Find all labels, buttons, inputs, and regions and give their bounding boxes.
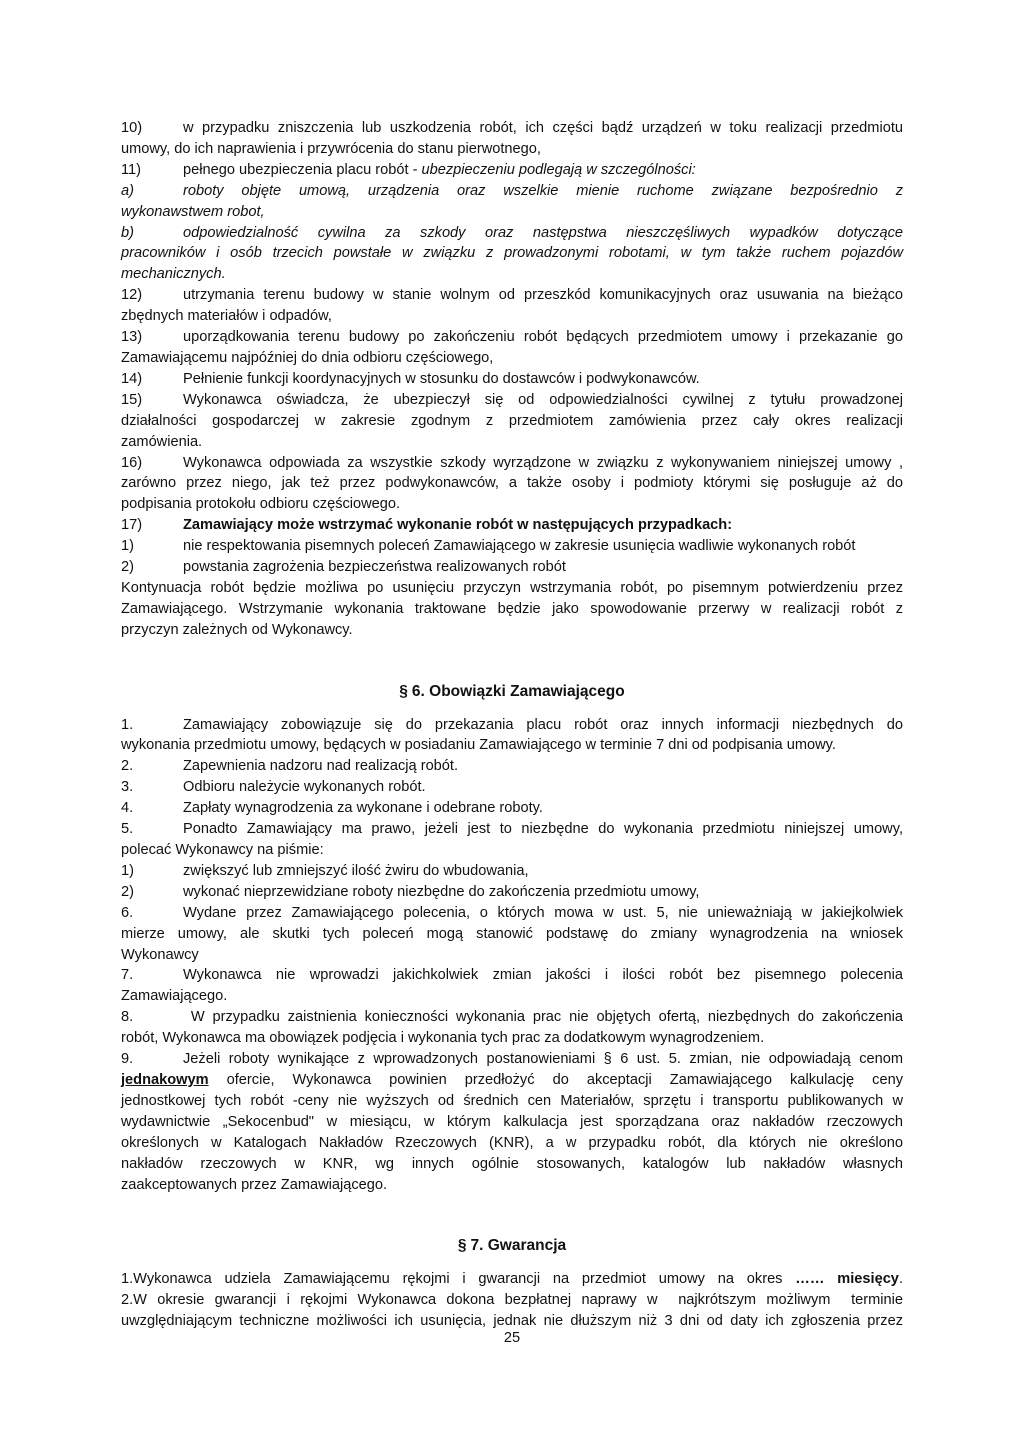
item-text: Ponadto Zamawiający ma prawo, jeżeli jest to niezbędne do wykonania przedmiotu niniejszej umowy, <box>183 821 903 838</box>
list-item <box>121 777 903 798</box>
item-number: 1) <box>121 862 134 879</box>
list-item <box>121 285 903 327</box>
spacer <box>121 1257 903 1269</box>
item-continuation: wykonania przedmiotu umowy, będących w posiadaniu Zamawiającego w terminie 7 dni od podpisania umowy. <box>121 737 836 754</box>
item-continuation: działalności gospodarczej w zakresie zgodnym z przedmiotem zamówienia przez cały okres realizacji <box>121 412 903 429</box>
item-text: uporządkowania terenu budowy po zakończeniu robót będących przedmiotem umowy i przekazanie go <box>183 329 903 346</box>
item-number: 8. <box>121 1009 134 1026</box>
item-text: Wykonawca nie wprowadzi jakichkolwiek zmian jakości i ilości robót bez pisemnego polecenia <box>183 967 903 984</box>
item-continuation: pracowników i osób trzecich powstałe w związku z prowadzonymi robotami, w tym także ruchem pojazdów <box>121 245 903 262</box>
item-text: wykonać nieprzewidziane roboty niezbędne do zakończenia przedmiotu umowy, <box>183 883 700 900</box>
item-continuation: Wykonawcy <box>121 946 199 963</box>
paragraph-line: uwzględniającym techniczne możliwości ich usunięcia, jednak nie dłuższym niż 3 dni od daty ich zgłoszenia przez <box>121 1313 903 1330</box>
item-continuation: zarówno przez niego, jak też przez podwykonawców, a także osoby i podmioty którymi się posługuje aż do <box>121 475 903 492</box>
item-continuation: zbędnych materiałów i odpadów, <box>121 308 332 325</box>
list-item <box>121 181 903 223</box>
item-number: 12) <box>121 287 143 304</box>
item-number: 13) <box>121 329 143 346</box>
item-text: odpowiedzialność cywilna za szkody oraz następstwa nieszczęśliwych wypadków dotyczące <box>183 224 903 241</box>
item-number: 1) <box>121 538 134 555</box>
item-number: 5. <box>121 821 134 838</box>
item-continuation: zaakceptowanych przez Zamawiającego. <box>121 1176 388 1193</box>
item-number: a) <box>121 182 134 199</box>
list-item <box>121 118 903 160</box>
paragraph-line: 2.W okresie gwarancji i rękojmi Wykonawca dokona bezpłatnej naprawy w najkrótszym możliwym terminie <box>121 1292 903 1309</box>
item-text: Pełnienie funkcji koordynacyjnych w stosunku do dostawców i podwykonawców. <box>183 370 700 387</box>
item-continuation <box>121 1070 903 1091</box>
list-item <box>121 715 903 757</box>
document-page <box>121 118 903 1332</box>
item-number: 11) <box>121 161 142 178</box>
item-number: 6. <box>121 904 134 921</box>
guarantee-end: . <box>898 1271 903 1288</box>
item-text: zwiększyć lub zmniejszyć ilość żwiru do wbudowania, <box>183 862 529 879</box>
item-number: 9. <box>121 1051 134 1068</box>
item-continuation: mechanicznych. <box>121 266 226 283</box>
guarantee-period: …… miesięcy <box>795 1271 899 1288</box>
item-continuation: nakładów rzeczowych w KNR, wg innych ogólnie stosowanych, katalogów lub nakładów własnych <box>121 1155 903 1172</box>
item-text: utrzymania terenu budowy w stanie wolnym od przeszkód komunikacyjnych oraz usuwania na bieżąco <box>183 287 903 304</box>
item-text: W przypadku zaistnienia konieczności wykonania prac nie objętych ofertą, niezbędnych do zakończenia <box>183 1009 903 1026</box>
list-item <box>121 798 903 819</box>
item-continuation: podpisania protokołu odbioru częściowego. <box>121 496 401 513</box>
item-text: Zamawiający zobowiązuje się do przekazania placu robót oraz innych informacji niezbędnych do <box>183 716 903 733</box>
list-item <box>121 390 903 453</box>
item-continuation: polecać Wykonawcy na piśmie: <box>121 842 324 858</box>
item-number: 7. <box>121 967 134 984</box>
spacer <box>121 703 903 715</box>
item-continuation: określonych w Katalogach Nakładów Rzeczowych (KNR), a w przypadku robót, dla których nie określono <box>121 1134 903 1151</box>
paragraph-line: Kontynuacja robót będzie możliwa po usunięciu przyczyn wstrzymania robót, po pisemnym potwierdzeniu przez <box>121 579 903 596</box>
item-text: Zamawiający może wstrzymać wykonanie robót w następujących przypadkach: <box>183 517 733 534</box>
item-text: Odbioru należycie wykonanych robót. <box>183 779 426 796</box>
list-item <box>121 327 903 369</box>
item-text: nie respektowania pisemnych poleceń Zamawiającego w zakresie usunięcia wadliwie wykonanych robót <box>183 538 856 555</box>
list-item <box>121 369 903 390</box>
item-text-wrap <box>183 160 903 181</box>
section-heading <box>121 1236 903 1257</box>
section-heading <box>121 682 903 703</box>
item-number: 2) <box>121 559 134 576</box>
section-title: 6. Obowiązki Zamawiającego <box>411 682 625 700</box>
list-item <box>121 965 903 1007</box>
item-number: 17) <box>121 517 143 534</box>
item-number: b) <box>121 224 134 241</box>
item-number: 2. <box>121 758 134 775</box>
item-text-italic: ubezpieczeniu podlegają w szczególności: <box>421 161 696 178</box>
item-continuation: Zamawiającego. <box>121 988 228 1005</box>
list-item <box>121 903 903 966</box>
item-number: 14) <box>121 370 143 387</box>
item-text: Wydane przez Zamawiającego polecenia, o których mowa w ust. 5, nie unieważniają w jakiejkolwiek <box>183 904 903 921</box>
spacer <box>121 641 903 682</box>
list-item <box>121 1007 903 1049</box>
list-item <box>121 223 903 286</box>
item-number: 10) <box>121 120 143 136</box>
paragraph-line: przyczyn zależnych od Wykonawcy. <box>121 621 353 638</box>
item-text: pełnego ubezpieczenia placu robót - <box>183 161 422 178</box>
section-symbol: § <box>457 1237 467 1255</box>
item-continuation: Zamawiającemu najpóźniej do dnia odbioru częściowego, <box>121 349 494 366</box>
item-text: Wykonawca odpowiada za wszystkie szkody wyrządzone w związku z wykonywaniem niniejszej umowy , <box>183 454 903 471</box>
underlined-term: jednakowym <box>121 1071 209 1088</box>
paragraph-line: Zamawiającego. Wstrzymanie wykonania traktowane będzie jako spowodowanie przerwy w realizacji robót z <box>121 600 903 617</box>
item-number: 3. <box>121 779 134 796</box>
list-item <box>121 515 903 536</box>
item-number: 16) <box>121 454 143 471</box>
item-continuation: mierze umowy, ale skutki tych poleceń mogą stanowić podstawę do zmiany wynagrodzenia na wniosek <box>121 925 903 942</box>
item-continuation: wykonawstwem robot, <box>121 203 265 220</box>
list-item <box>121 453 903 516</box>
item-continuation: jednostkowej tych robót -ceny nie wyższych od średnich cen Materiałów, sprzętu i transportu publikowanych w <box>121 1092 903 1109</box>
list-item <box>121 160 903 181</box>
spacer <box>121 1195 903 1236</box>
item-continuation: umowy, do ich naprawienia i przywrócenia do stanu pierwotnego, <box>121 140 541 157</box>
list-item <box>121 819 903 861</box>
list-item <box>121 1049 903 1195</box>
item-text: Zapłaty wynagrodzenia za wykonane i odebrane roboty. <box>183 800 543 817</box>
paragraph-line <box>121 1269 903 1290</box>
item-number: 4. <box>121 800 134 817</box>
page-number: 25 <box>503 1330 521 1346</box>
item-text: Wykonawca oświadcza, że ubezpieczył się od odpowiedzialności cywilnej z tytułu prowadzonej <box>183 391 903 408</box>
item-continuation: wydawnictwie „Sekocenbud" w miesiącu, w którym kalkulacja jest sporządzana oraz nakładów rzeczowych <box>121 1113 903 1130</box>
item-text: Zapewnienia nadzoru nad realizacją robót. <box>183 758 459 775</box>
item-continuation: robót, Wykonawca ma obowiązek podjęcia i wykonania tych prac za dodatkowym wynagrodzeniem. <box>121 1030 765 1047</box>
list-item <box>121 557 903 578</box>
item-text: w przypadku zniszczenia lub uszkodzenia robót, ich części bądź urządzeń w toku realizacji przedmiotu <box>183 120 903 136</box>
list-item <box>121 882 903 903</box>
item-text: powstania zagrożenia bezpieczeństwa realizowanych robót <box>183 559 566 576</box>
item-continuation: zamówienia. <box>121 433 203 450</box>
item-text: Jeżeli roboty wynikające z wprowadzonych postanowieniami § 6 ust. 5. zmian, nie odpowiadają cenom <box>183 1051 903 1068</box>
section-symbol: § <box>399 682 408 700</box>
list-item <box>121 861 903 882</box>
list-item <box>121 536 903 557</box>
section-title: 7. Gwarancja <box>470 1237 567 1255</box>
item-text-rest: ofercie, Wykonawca powinien przedłożyć do akceptacji Zamawiającego kalkulację ceny <box>208 1071 903 1088</box>
item-number: 2) <box>121 883 134 900</box>
item-number: 1. <box>121 716 134 733</box>
list-item <box>121 756 903 777</box>
item-text: roboty objęte umową, urządzenia oraz wszelkie mienie ruchome związane bezpośrednio z <box>183 182 903 199</box>
item-number: 15) <box>121 391 143 408</box>
guarantee-text: 1.Wykonawca udziela Zamawiającemu rękojmi i gwarancji na przedmiot umowy na okres <box>121 1271 796 1288</box>
